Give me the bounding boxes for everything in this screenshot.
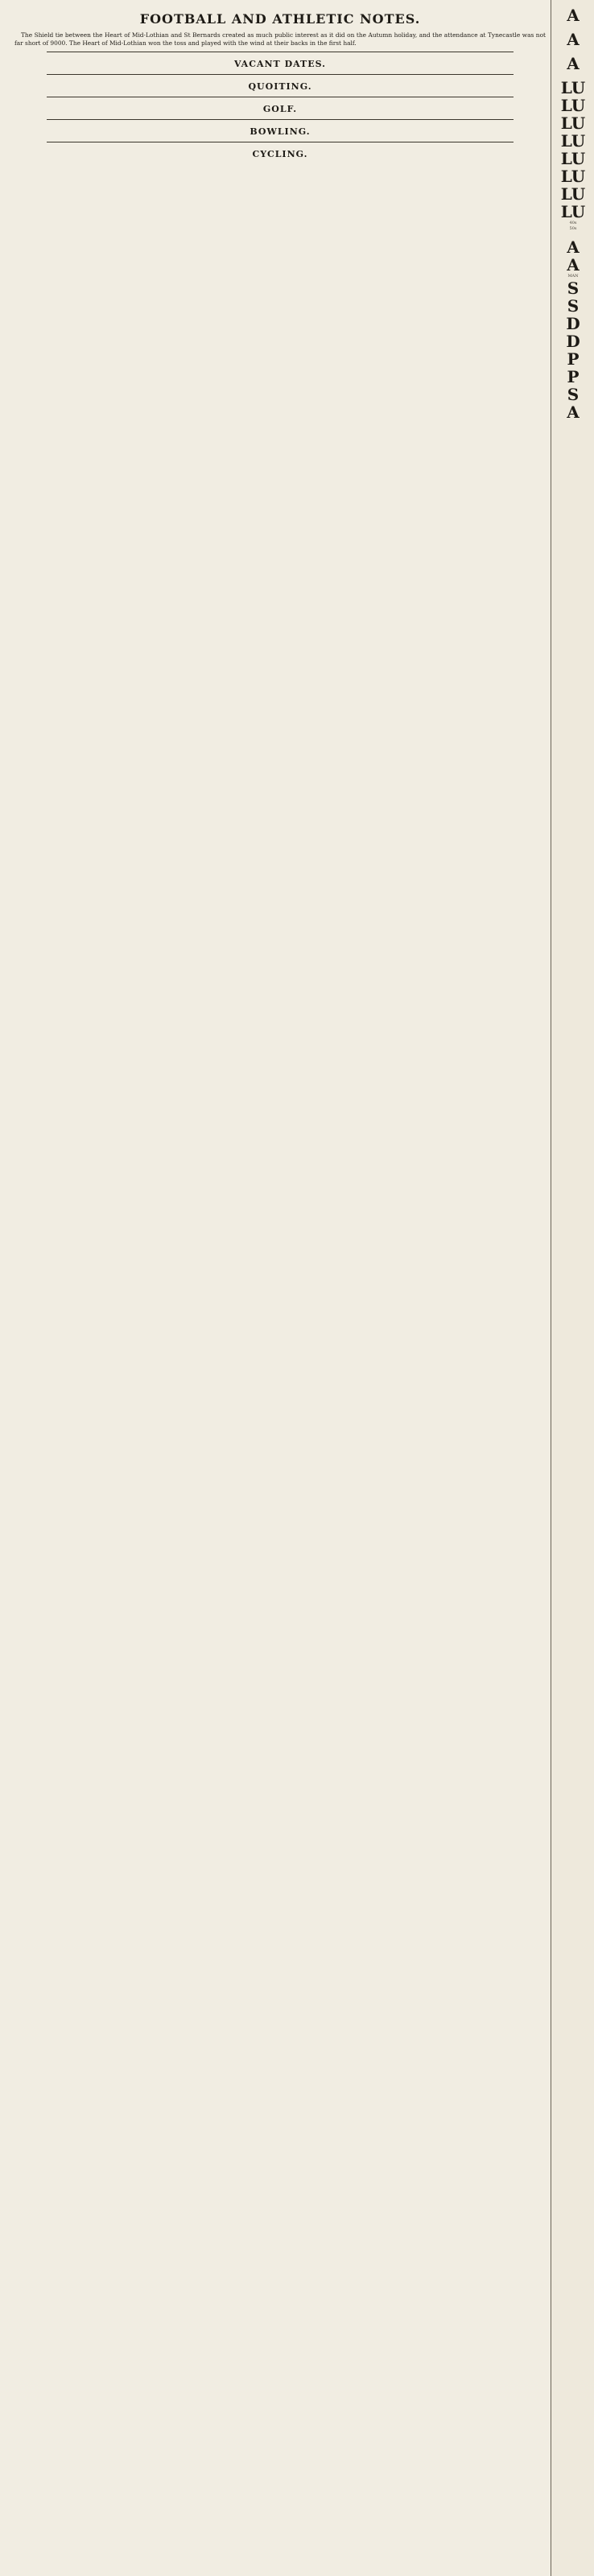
article-intro: The Shield tie between the Heart of Mid-Lothian and St Bernards created as much public interest as it did on the Autumn holiday, and the attendance at Tynecastle was not far short of 9000. The Heart of Mid-Lothian won the toss and played with the wind at their backs in the first half. <box>14 31 546 47</box>
article-title: FOOTBALL AND ATHLETIC NOTES. <box>139 11 421 27</box>
column-fragment: LU <box>560 149 586 168</box>
column-fragment: LU <box>560 202 586 221</box>
column-fragment-small: 40s <box>569 221 577 225</box>
column-fragment: A <box>567 402 580 422</box>
column-fragment: D <box>566 314 580 333</box>
section-divider <box>47 119 514 120</box>
section-heading-cycling: CYCLING. <box>252 149 308 160</box>
section-heading-quoiting: QUOITING. <box>248 81 312 93</box>
column-fragment: D <box>566 332 580 351</box>
column-fragment: S <box>567 385 580 404</box>
column-fragment: LU <box>560 78 586 97</box>
column-fragment: P <box>567 367 580 386</box>
column-fragment: A <box>567 30 580 49</box>
column-fragment: S <box>567 296 580 316</box>
column-fragment-small: MAN <box>567 274 579 279</box>
previous-column-edge <box>0 0 10 2576</box>
column-fragment: LU <box>560 131 586 151</box>
column-fragment: A <box>567 255 580 275</box>
column-fragment: P <box>567 349 580 369</box>
column-fragment-small: 50s <box>569 226 577 231</box>
section-divider <box>47 74 514 75</box>
section-heading-vacant-dates: VACANT DATES. <box>234 59 326 70</box>
column-fragment: S <box>567 279 580 298</box>
column-fragment: A <box>567 6 580 25</box>
column-fragment: A <box>567 54 580 73</box>
column-fragment: A <box>567 237 580 257</box>
adjacent-column-edge <box>551 0 594 2576</box>
article-column <box>14 0 546 2576</box>
column-fragment: LU <box>560 96 586 115</box>
column-fragment: LU <box>560 114 586 133</box>
section-heading-golf: GOLF. <box>262 104 298 115</box>
column-fragment: LU <box>560 184 586 204</box>
section-heading-bowling: BOWLING. <box>250 126 311 138</box>
column-fragment: LU <box>560 167 586 186</box>
